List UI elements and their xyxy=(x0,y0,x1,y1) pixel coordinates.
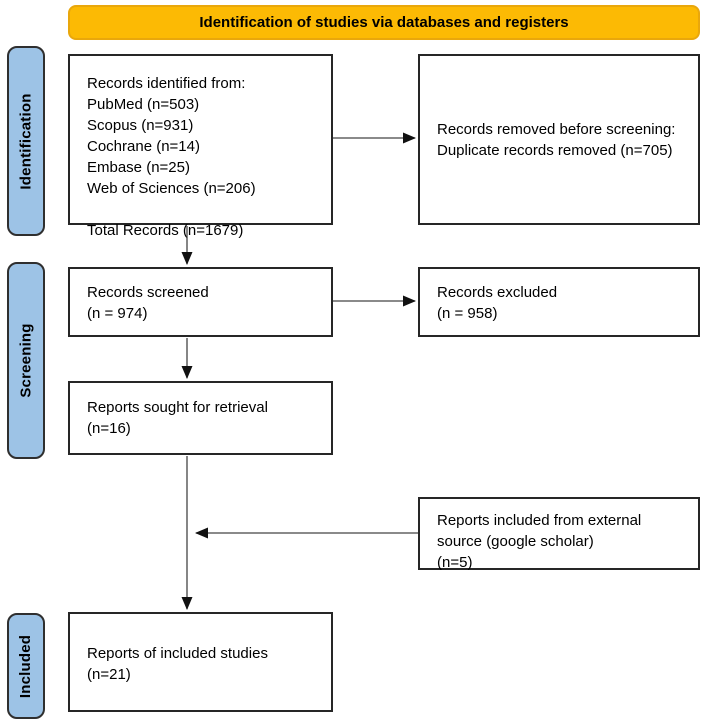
box-line: Records identified from: xyxy=(87,75,246,92)
box-line: Reports of included studies xyxy=(87,645,268,662)
box-records-identified xyxy=(68,54,333,239)
box-line: Records removed before screening: xyxy=(437,120,676,138)
box-records-excluded xyxy=(418,267,700,337)
stage-bar-screening xyxy=(7,262,45,459)
stage-label-screening: Screening xyxy=(17,323,35,398)
box-line: PubMed (n=503) xyxy=(87,96,200,113)
box-line: (n=5) xyxy=(437,554,473,571)
diagram-title-banner xyxy=(68,5,700,40)
box-line: Embase (n=25) xyxy=(87,159,190,176)
stage-bar-included xyxy=(7,613,45,719)
box-reports-included xyxy=(68,612,333,712)
box-line-spacer xyxy=(87,199,321,220)
stage-label-identification: Identification xyxy=(17,92,35,190)
box-records-screened xyxy=(68,267,333,337)
box-line: Cochrane (n=14) xyxy=(87,138,200,155)
box-reports-external xyxy=(418,497,700,570)
box-line: Reports included from external source (google scholar) xyxy=(437,512,642,550)
box-line: Web of Sciences (n=206) xyxy=(87,180,256,197)
box-records-removed xyxy=(418,54,700,225)
box-line: Records excluded xyxy=(437,284,558,301)
box-line: Records screened xyxy=(87,284,209,301)
box-line: Total Records (n=1679) xyxy=(87,222,244,239)
box-line: (n=21) xyxy=(87,666,131,683)
stage-label-included: Included xyxy=(17,634,35,698)
stage-bar-identification xyxy=(7,46,45,236)
box-line: Scopus (n=931) xyxy=(87,117,194,134)
box-line: (n=16) xyxy=(87,420,131,437)
box-reports-sought xyxy=(68,381,333,455)
box-line: (n = 974) xyxy=(87,305,148,322)
diagram-title: Identification of studies via databases and registers xyxy=(199,14,569,31)
box-line: Reports sought for retrieval xyxy=(87,399,268,416)
box-line: Duplicate records removed (n=705) xyxy=(437,141,673,159)
box-line: (n = 958) xyxy=(437,305,498,322)
